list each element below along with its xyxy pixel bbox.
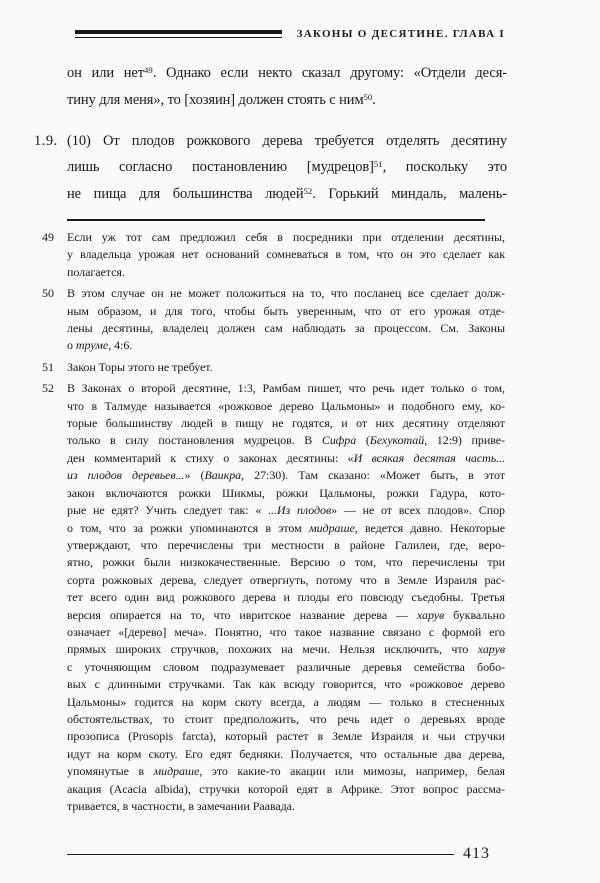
text-line	[67, 359, 505, 376]
body-text	[34, 60, 507, 208]
footnote	[42, 380, 505, 815]
text-line	[67, 450, 505, 467]
text-line	[67, 641, 505, 658]
text-segment: Бехукотай	[369, 433, 425, 448]
text-line	[67, 572, 505, 589]
text-segment: тет всего один вид рожкового дерева и плоды его повсюду съедобны. Третья	[67, 590, 505, 605]
footnote	[42, 359, 505, 376]
text-segment: ятно, рожки были низкокачественные. Версию о том, что перечислены три	[67, 555, 505, 570]
text-segment: труме	[75, 338, 109, 353]
text-segment: что в Талмуде называется «рожковое дерево Цальмоны» и подобного ему, ко-	[67, 398, 505, 413]
text-line	[67, 87, 507, 114]
footnote-number: 49	[42, 230, 54, 244]
text-segment: ...Из плодов	[268, 503, 332, 518]
text-segment: , 12:9) приве-	[424, 433, 505, 448]
text-segment: , поскольку это	[382, 159, 507, 175]
text-line	[67, 676, 505, 693]
text-line	[67, 154, 507, 181]
text-segment: утверждают, что перечислены три местности в районе Галилеи, где, веро-	[67, 537, 505, 552]
footnote-ref: 52	[303, 185, 313, 196]
footnotes-block	[42, 229, 505, 815]
text-segment: харув	[477, 642, 505, 657]
footnote-separator-rule	[67, 219, 485, 221]
text-segment: Если уж тот сам предложил себя в посредники при отделении десятины,	[67, 230, 505, 244]
text-line	[67, 337, 505, 354]
text-line	[67, 694, 505, 711]
text-line	[67, 659, 505, 676]
text-segment: прямых широких стручков, похожих на мечи. Нельзя исключить, что	[67, 642, 478, 657]
text-segment: лишь согласно постановлению [мудрецов]	[67, 159, 374, 175]
text-segment: , 27:30). Там сказано: «Может быть, в этот	[241, 468, 505, 483]
footnote-number: 50	[42, 286, 54, 301]
footnote-text	[67, 359, 505, 376]
footnote	[42, 229, 505, 281]
text-segment: » — не от всех плодов». Спор	[331, 503, 505, 518]
paragraph-continuation	[67, 60, 507, 114]
text-line	[67, 246, 505, 263]
text-segment: . Однако если некто сказал другому: «Отдели деся-	[152, 65, 507, 81]
text-segment: с уточняющим словом подразумевает различные деревья семейства бобо-	[67, 659, 505, 674]
text-line	[67, 380, 505, 397]
text-segment: мидраше	[153, 764, 200, 779]
text-segment: тину для меня», то [хозяин] должен стоять с ним	[67, 92, 364, 108]
text-line	[67, 415, 505, 432]
footnote-number: 52	[42, 381, 54, 396]
text-segment: упомянутые в	[67, 764, 154, 779]
text-segment: о том, что за рожки упоминаются в этом	[67, 520, 309, 535]
text-line	[67, 320, 505, 337]
text-line	[67, 485, 505, 502]
text-segment: (10) От плодов рожкового дерева требуется отделять десятину	[67, 133, 507, 149]
text-segment: .	[372, 92, 376, 108]
footnote-text	[67, 285, 505, 355]
text-segment: обстоятельствах, то стоит предположить, что речь идет о деревьях вроде	[67, 711, 505, 726]
text-segment: тривается, в частности, в замечании Раавада.	[67, 799, 295, 813]
header-double-rule	[75, 30, 282, 38]
text-line	[67, 589, 505, 606]
running-header	[75, 28, 505, 40]
text-segment: из плодов деревьев...	[67, 468, 185, 483]
text-segment: идут на корм скоту. Его едят бедняки. Получается, что остальные два дерева,	[67, 746, 505, 761]
text-segment: мидраше	[309, 520, 355, 535]
text-segment: торые большинству людей в пищу не годятся, и от них десятину отделяют	[67, 416, 505, 431]
footnote-text	[67, 229, 505, 281]
text-segment: он или нет	[67, 65, 145, 81]
text-segment: Закон Торы этого не требует.	[67, 359, 213, 374]
text-line	[67, 264, 505, 281]
text-segment: » (	[184, 468, 205, 483]
text-segment: Цальмоны» годится на корм скоту всегда, а людям — только в стесненных	[67, 694, 505, 709]
footnote	[42, 285, 505, 355]
text-segment: только в силу постановления мудрецов. В	[67, 433, 322, 448]
text-line	[67, 746, 505, 763]
text-segment: вых с длинными стручками. Так как всюду говорится, что «рожковое дерево	[67, 677, 505, 692]
text-segment: харув	[416, 607, 445, 622]
text-segment: не пища для большинства людей	[67, 186, 304, 202]
text-segment: версия опирается на то, что ивритское название дерева —	[67, 607, 417, 622]
text-segment: И всякая десятая часть...	[353, 450, 505, 465]
footnote-ref: 49	[144, 64, 153, 75]
text-segment: (	[356, 433, 370, 448]
text-line	[67, 554, 505, 571]
text-segment: Сифра	[321, 433, 357, 448]
text-line	[67, 781, 505, 798]
text-line	[67, 728, 505, 745]
text-line	[67, 607, 505, 624]
text-segment: В этом случае он не может положиться на то, что посланец все сделает долж-	[67, 286, 505, 301]
text-segment: прозописа (Prosopis farcta), который растет в Земле Израиля и чьи стручки	[67, 729, 505, 744]
text-segment: В Законах о второй десятине, 1:3, Рамбам пишет, что речь идет только о том,	[67, 381, 505, 396]
text-line	[67, 181, 507, 208]
text-segment: ным образом, и для того, чтобы быть уверенным, что от его урожая отде-	[67, 303, 505, 318]
text-line	[67, 520, 505, 537]
text-line	[67, 432, 505, 449]
text-line	[67, 303, 505, 320]
text-segment: сорта рожковых дерева, следует отвергнуть, потому что в Земле Израиля рас-	[67, 572, 505, 587]
text-segment: акация (Acacia albida), стручки которой едят в Африке. Этот вопрос рассма-	[67, 781, 505, 796]
text-line	[67, 798, 505, 815]
text-segment: . Горький миндаль, малень-	[312, 186, 507, 202]
footnote-text	[67, 380, 505, 815]
text-segment: у владельца урожая нет оснований сомневаться в том, что он это сделает как	[67, 247, 505, 262]
text-segment: закон включаются рожки Шикмы, рожки Цальмоны, рожки Гадура, кото-	[67, 485, 505, 500]
running-header-title: ЗАКОНЫ О ДЕСЯТИНЕ. ГЛАВА I	[296, 28, 505, 40]
footnote-ref: 50	[363, 91, 373, 102]
text-segment: рые не едят? Учить следует так: «	[67, 503, 269, 518]
text-segment: Ваикра	[204, 468, 242, 483]
text-segment: , это какие-то акации или мимозы, например, белая	[199, 764, 505, 779]
text-line	[67, 398, 505, 415]
text-line	[67, 467, 505, 484]
footnote-ref: 51	[373, 158, 383, 169]
text-line	[67, 624, 505, 641]
text-segment: ден комментарий к стиху о законах десятины: «	[67, 450, 354, 465]
text-segment: , 4:6.	[108, 338, 133, 353]
page-number: 413	[463, 845, 490, 862]
text-line	[67, 229, 505, 246]
text-segment: , ведется давно. Некоторые	[354, 520, 505, 535]
text-line	[67, 763, 505, 780]
section-paragraph	[34, 128, 507, 208]
text-line	[67, 60, 507, 87]
footnote-number: 51	[42, 359, 54, 374]
text-line	[67, 285, 505, 302]
text-line	[67, 537, 505, 554]
text-segment: буквально	[444, 607, 505, 622]
section-number: 1.9.	[34, 133, 58, 149]
text-line	[67, 128, 507, 154]
text-line	[67, 711, 505, 728]
footer-rule	[67, 854, 454, 855]
text-segment: лены десятины, владелец должен сам наблюдать за процессом. См. Законы	[67, 321, 505, 336]
text-segment: о	[67, 338, 76, 353]
page-footer	[67, 845, 490, 863]
text-segment: полагается.	[67, 264, 125, 279]
text-segment: означает «[дерево] меча». Понятно, что такое название связано с формой его	[67, 624, 505, 639]
text-line	[67, 502, 505, 519]
